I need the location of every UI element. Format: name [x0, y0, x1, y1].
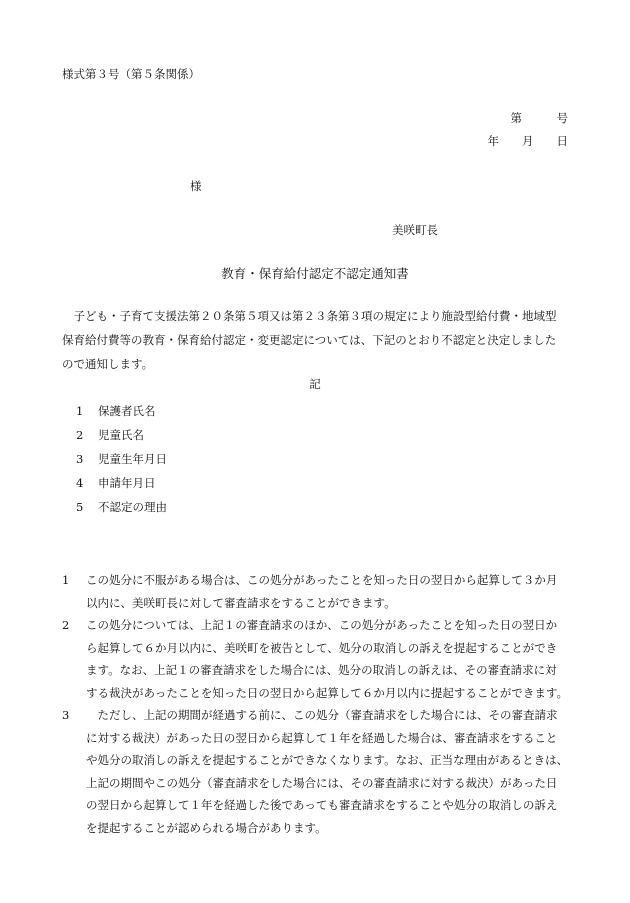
note-line: 以内に、美咲町長に対して審査請求をすることができます。: [86, 595, 396, 610]
note-item: [62, 569, 582, 614]
note-line: この処分については、上記１の審査請求のほか、この処分があったことを知った日の翌日か: [86, 618, 558, 632]
item-number: 5: [76, 500, 84, 514]
item-label: 不認定の理由: [98, 500, 167, 514]
note-line: の翌日から起算して１年を経過した後であっても審査請求をすることや処分の取消しの訴え: [86, 798, 558, 812]
notes-section: [62, 569, 582, 839]
body-line: 保育給付費等の教育・保育給付認定・変更認定については、下記のとおり不認定と決定しました: [62, 333, 557, 347]
note-text: [86, 614, 582, 704]
note-line: ただし、上記の期間が経過する前に、この処分（審査請求をした場合には、その審査請求: [86, 708, 558, 722]
note-line: ら起算して６か月以内に、美咲町を被告として、処分の取消しの訴えを提起することができ: [86, 640, 558, 655]
document-date: 年 月 日: [487, 134, 568, 148]
body-line: ので通知します。: [62, 357, 154, 371]
note-number: 3: [62, 708, 70, 722]
document-number: 第 号: [510, 111, 568, 125]
list-item: [76, 423, 167, 447]
item-number: 1: [76, 404, 84, 418]
note-line: この処分に不服がある場合は、この処分があったことを知った日の翌日から起算して３か月: [86, 573, 558, 587]
note-text: [86, 569, 582, 614]
item-number: 4: [76, 476, 84, 490]
list-item: [76, 447, 167, 471]
note-number: 1: [62, 573, 70, 587]
list-item: [76, 399, 167, 423]
item-label: 保護者氏名: [98, 404, 156, 418]
note-line: や処分の取消しの訴えを提起することができなくなります。なお、正当な理由があるときは、: [86, 753, 569, 767]
note-number: 2: [62, 618, 70, 632]
ki-label: 記: [309, 377, 321, 391]
body-line: 子ども・子育て支援法第２０条第５項又は第２３条第３項の規定により施設型給付費・地域型: [62, 309, 557, 323]
item-label: 児童生年月日: [98, 452, 167, 466]
note-text: [86, 704, 582, 839]
note-item: [62, 614, 582, 704]
item-number: 3: [76, 452, 84, 466]
item-number: 2: [76, 428, 84, 442]
form-number: 様式第３号（第５条関係）: [62, 67, 200, 81]
note-line: に対する裁決）があった日の翌日から起算して１年を経過した場合は、審査請求をすること: [86, 730, 558, 745]
list-item: [76, 471, 167, 495]
document-title: 教育・保育給付認定不認定通知書: [221, 266, 409, 281]
note-item: [62, 704, 582, 839]
note-line: ます。なお、上記１の審査請求をした場合には、処分の取消しの訴えは、その審査請求に対: [86, 663, 557, 677]
note-line: する裁決があったことを知った日の翌日から起算して６か月以内に提起することができます。: [86, 685, 568, 700]
item-list: [76, 399, 167, 519]
item-label: 児童氏名: [98, 428, 144, 442]
addressee: 様: [190, 179, 202, 193]
issuer: 美咲町長: [392, 223, 438, 237]
item-label: 申請年月日: [98, 476, 156, 490]
note-line: を提起することが認められる場合があります。: [86, 820, 327, 835]
body-paragraph: [62, 304, 570, 376]
note-line: 上記の期間やこの処分（審査請求をした場合には、その審査請求に対する裁決）があった日: [86, 775, 558, 790]
list-item: [76, 495, 167, 519]
